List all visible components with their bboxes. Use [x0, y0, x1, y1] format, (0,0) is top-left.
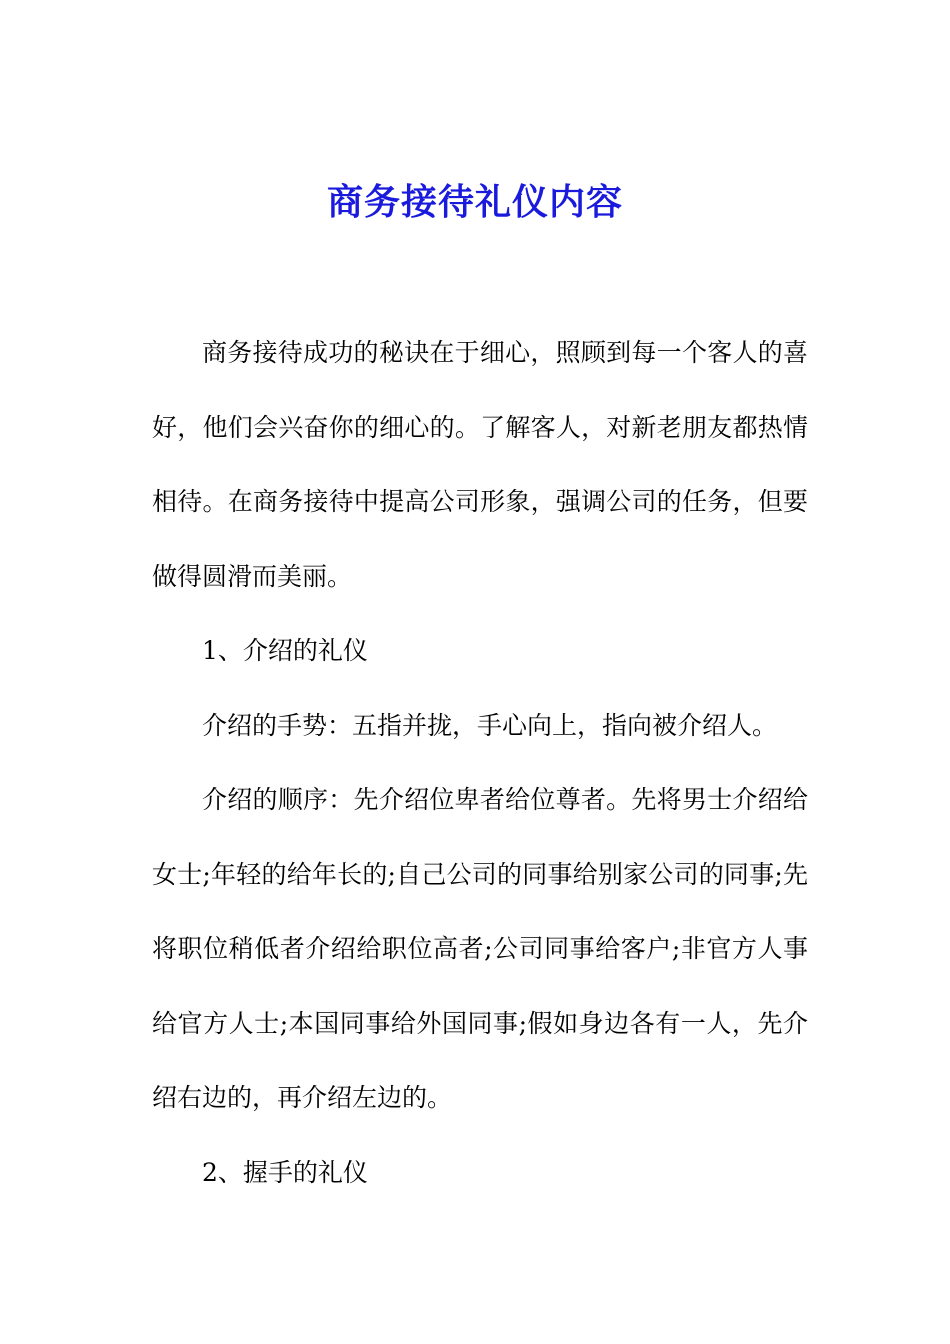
- document-title: 商务接待礼仪内容: [326, 181, 623, 223]
- section-heading-introduction-etiquette: 1、介绍的礼仪: [202, 636, 368, 665]
- paragraph-intro: 商务接待成功的秘诀在于细心，照顾到每一个客人的喜好，他们会兴奋你的细心的。了解客人，对新老朋友都热情相待。在商务接待中提高公司形象，强调公司的任务，但要做得圆滑而美丽。: [152, 338, 808, 591]
- paragraph-introduction-gesture: 介绍的手势：五指并拢，手心向上，指向被介绍人。: [202, 710, 778, 740]
- document-body: [152, 316, 808, 1210]
- section-heading-handshake-etiquette: 2、握手的礼仪: [202, 1157, 368, 1187]
- paragraph-introduction-order: 介绍的顺序：先介绍位卑者给位尊者。先将男士介绍给女士;年轻的给年长的;自己公司的同事给别家公司的同事;先将职位稍低者介绍给职位高者;公司同事给客户;非官方人事给官方人士;本国同事给外国同事;假如身边各有一人，先介绍右边的，再介绍左边的。: [152, 785, 808, 1112]
